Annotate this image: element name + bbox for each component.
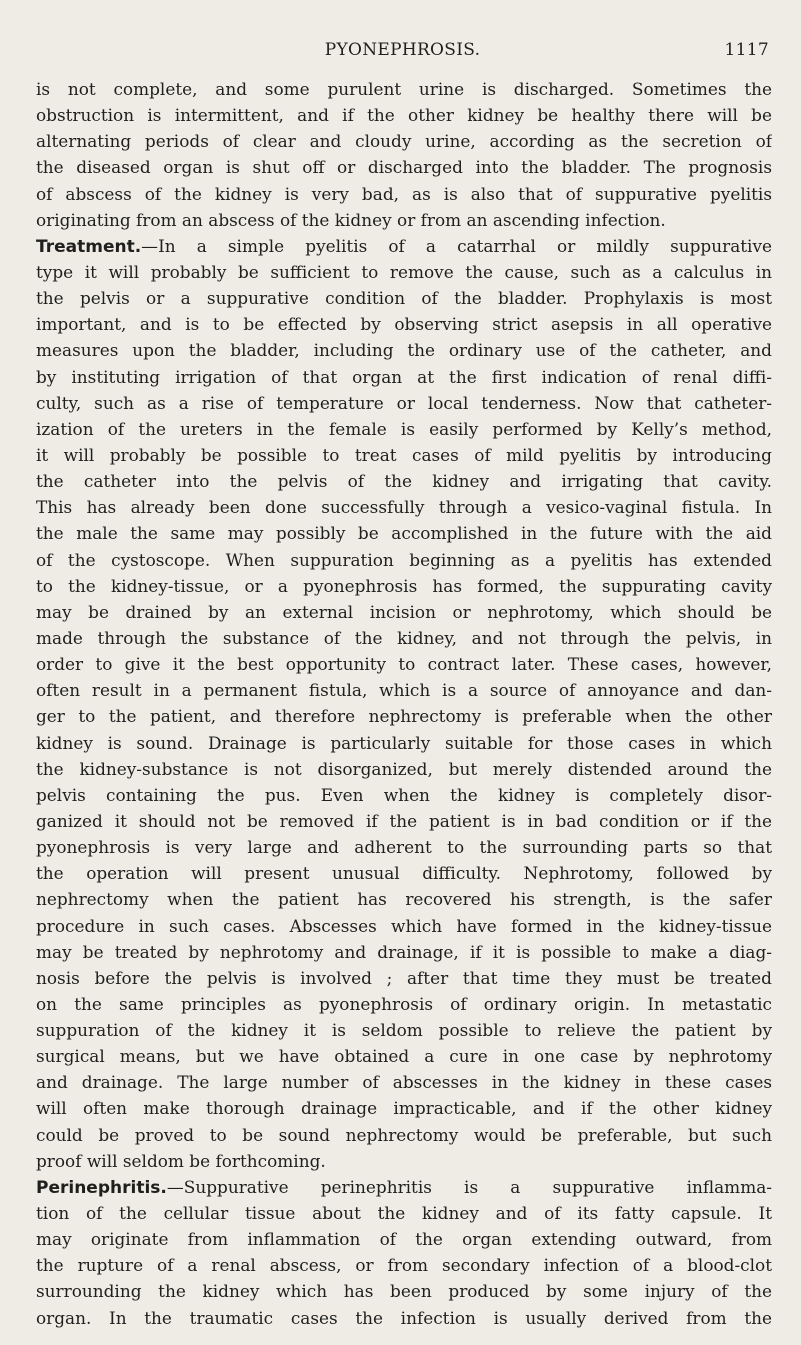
text-line: originating from an abscess of the kidney or from an ascending infection. bbox=[36, 209, 666, 230]
text-line: organ. In the traumatic cases the infection is usually derived from the bbox=[36, 1307, 772, 1328]
text-line: order to give it the best opportunity to contract later. These cases, however, bbox=[36, 654, 772, 675]
page-number: 1117 bbox=[724, 40, 769, 60]
text-line: the kidney-substance is not disorganized, but merely distended around the bbox=[36, 758, 772, 779]
text-line: important, and is to be effected by observing strict asepsis in all operative bbox=[36, 314, 772, 335]
text-line: proof will seldom be forthcoming. bbox=[36, 1150, 326, 1171]
text-line: the operation will present unusual difficulty. Nephrotomy, followed by bbox=[36, 863, 772, 884]
treatment-text: —In a simple pyelitis of a catarrhal or mildly suppurative bbox=[141, 235, 772, 256]
text-line: obstruction is intermittent, and if the other kidney be healthy there will be bbox=[36, 105, 772, 126]
text-line: often result in a permanent fistula, which is a source of annoyance and dan- bbox=[36, 680, 772, 701]
text-line: tion of the cellular tissue about the kidney and of its fatty capsule. It bbox=[36, 1203, 772, 1224]
body-text bbox=[36, 76, 772, 1331]
text-line: the male the same may possibly be accomplished in the future with the aid bbox=[36, 523, 772, 544]
text-line: pyonephrosis is very large and adherent to the surrounding parts so that bbox=[36, 837, 772, 858]
text-line: culty, such as a rise of temperature or local tenderness. Now that catheter- bbox=[36, 392, 772, 413]
text-line: on the same principles as pyonephrosis of ordinary origin. In metastatic bbox=[36, 993, 772, 1014]
text-line: ganized it should not be removed if the patient is in bad condition or if the bbox=[36, 810, 772, 831]
treatment-line bbox=[36, 233, 772, 259]
text-line: of the cystoscope. When suppuration beginning as a pyelitis has extended bbox=[36, 549, 772, 570]
text-line: is not complete, and some purulent urine is discharged. Sometimes the bbox=[36, 79, 772, 99]
perinephritis-heading: Perinephritis. bbox=[36, 1177, 167, 1198]
perinephritis-text: —Suppurative perinephritis is a suppurative inflamma- bbox=[166, 1176, 772, 1197]
text-line: suppuration of the kidney it is seldom possible to relieve the patient by bbox=[36, 1020, 772, 1041]
text-line: by instituting irrigation of that organ at the first indication of renal diffi- bbox=[36, 366, 772, 387]
text-line: the diseased organ is shut off or discharged into the bladder. The prognosis bbox=[36, 157, 772, 178]
text-line: surgical means, but we have obtained a cure in one case by nephrotomy bbox=[36, 1046, 772, 1067]
text-line: could be proved to be sound nephrectomy would be preferable, but such bbox=[36, 1124, 772, 1145]
text-line: may originate from inflammation of the organ extending outward, from bbox=[36, 1229, 772, 1250]
text-line: the pelvis or a suppurative condition of the bladder. Prophylaxis is most bbox=[36, 288, 772, 309]
running-title: PYONEPHROSIS. bbox=[324, 40, 481, 60]
text-line: surrounding the kidney which has been produced by some injury of the bbox=[36, 1281, 772, 1302]
text-line: type it will probably be sufficient to remove the cause, such as a calculus in bbox=[36, 261, 772, 282]
text-line: made through the substance of the kidney, and not through the pelvis, in bbox=[36, 627, 772, 648]
text-line: ger to the patient, and therefore nephrectomy is preferable when the other bbox=[36, 706, 772, 727]
text-line: measures upon the bladder, including the ordinary use of the catheter, and bbox=[36, 340, 772, 361]
text-line: ization of the ureters in the female is easily performed by Kelly’s method, bbox=[36, 418, 772, 439]
text-line: nosis before the pelvis is involved ; after that time they must be treated bbox=[36, 967, 772, 988]
running-head bbox=[36, 40, 769, 66]
text-line: the catheter into the pelvis of the kidney and irrigating that cavity. bbox=[36, 471, 772, 492]
text-line: nephrectomy when the patient has recovered his strength, is the safer bbox=[36, 889, 772, 910]
text-line: procedure in such cases. Abscesses which have formed in the kidney-tissue bbox=[36, 915, 772, 936]
text-line: alternating periods of clear and cloudy urine, according as the secretion of bbox=[36, 131, 772, 152]
perinephritis-line bbox=[36, 1174, 772, 1200]
text-line: the rupture of a renal abscess, or from secondary infection of a blood-clot bbox=[36, 1255, 772, 1276]
text-line: may be drained by an external incision or nephrotomy, which should be bbox=[36, 601, 772, 622]
text-line: and drainage. The large number of abscesses in the kidney in these cases bbox=[36, 1072, 772, 1093]
text-line: pelvis containing the pus. Even when the kidney is completely disor- bbox=[36, 784, 772, 805]
text-line: may be treated by nephrotomy and drainage, if it is possible to make a diag- bbox=[36, 941, 772, 962]
treatment-heading: Treatment. bbox=[36, 236, 142, 257]
text-line: to the kidney-tissue, or a pyonephrosis has formed, the suppurating cavity bbox=[36, 575, 772, 596]
text-line: it will probably be possible to treat cases of mild pyelitis by introducing bbox=[36, 444, 772, 465]
text-line: This has already been done successfully through a vesico-vaginal fistula. In bbox=[36, 497, 772, 518]
text-line: kidney is sound. Drainage is particularly suitable for those cases in which bbox=[36, 732, 772, 753]
text-line: of abscess of the kidney is very bad, as is also that of suppurative pyelitis bbox=[36, 183, 772, 204]
text-line: will often make thorough drainage impracticable, and if the other kidney bbox=[36, 1098, 772, 1119]
